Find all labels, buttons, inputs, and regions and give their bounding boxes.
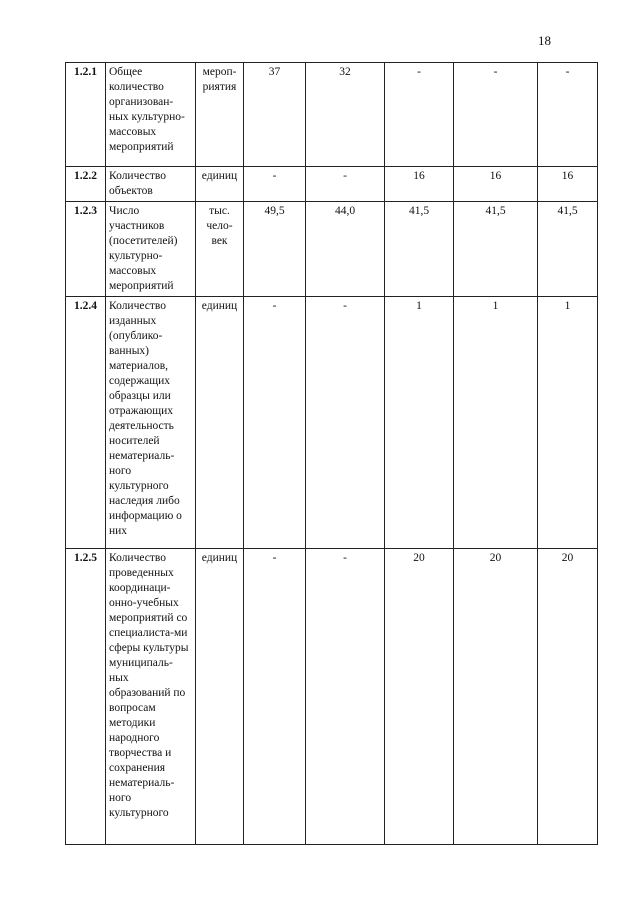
value-cell: 20 — [454, 549, 538, 845]
page-number: 18 — [538, 33, 551, 48]
value-cell: - — [244, 297, 306, 549]
indicator-name: Количество проведенных координаци-онно-учебных мероприятий со специалиста-ми сферы культуры муниципаль-ных образований по вопросам методики народного творчества и сохранения нематериаль-ного культурного — [106, 549, 196, 845]
unit-cell: единиц — [196, 297, 244, 549]
unit-cell: мероп-риятия — [196, 63, 244, 167]
value-cell: 16 — [454, 167, 538, 202]
value-cell: 16 — [385, 167, 454, 202]
indicators-table — [65, 62, 598, 845]
row-number: 1.2.3 — [66, 202, 106, 297]
unit-cell: единиц — [196, 167, 244, 202]
row-number: 1.2.1 — [66, 63, 106, 167]
value-cell: - — [306, 297, 385, 549]
value-cell: 44,0 — [306, 202, 385, 297]
value-cell: 41,5 — [385, 202, 454, 297]
table-row — [66, 167, 598, 202]
value-cell: - — [385, 63, 454, 167]
table-row — [66, 202, 598, 297]
table-row — [66, 63, 598, 167]
value-cell: - — [538, 63, 598, 167]
value-cell: - — [244, 549, 306, 845]
value-cell: 1 — [385, 297, 454, 549]
value-cell: 1 — [538, 297, 598, 549]
value-cell: - — [306, 167, 385, 202]
value-cell: 16 — [538, 167, 598, 202]
value-cell: 32 — [306, 63, 385, 167]
table-row — [66, 297, 598, 549]
table-row — [66, 549, 598, 845]
value-cell: 20 — [385, 549, 454, 845]
value-cell: 20 — [538, 549, 598, 845]
row-number: 1.2.5 — [66, 549, 106, 845]
indicator-name: Количество изданных (опублико-ванных) материалов, содержащих образцы или отражающих деятельность носителей нематериаль-ного культурного наследия либо информацию о них — [106, 297, 196, 549]
unit-cell: тыс. чело-век — [196, 202, 244, 297]
value-cell: 37 — [244, 63, 306, 167]
value-cell: 41,5 — [538, 202, 598, 297]
value-cell: - — [454, 63, 538, 167]
indicator-name: Количество объектов — [106, 167, 196, 202]
indicator-name: Число участников (посетителей) культурно-массовых мероприятий — [106, 202, 196, 297]
row-number: 1.2.4 — [66, 297, 106, 549]
value-cell: 41,5 — [454, 202, 538, 297]
value-cell: 49,5 — [244, 202, 306, 297]
indicator-name: Общее количество организован-ных культурно-массовых мероприятий — [106, 63, 196, 167]
value-cell: - — [306, 549, 385, 845]
unit-cell: единиц — [196, 549, 244, 845]
row-number: 1.2.2 — [66, 167, 106, 202]
value-cell: 1 — [454, 297, 538, 549]
value-cell: - — [244, 167, 306, 202]
